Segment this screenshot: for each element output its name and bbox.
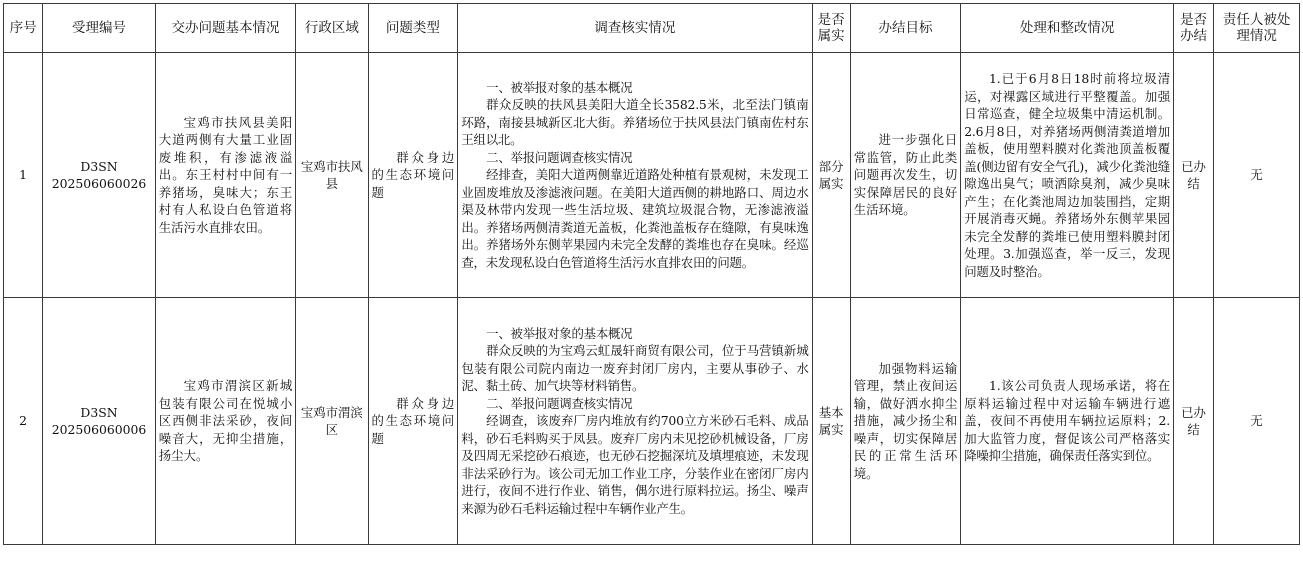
header-type: 问题类型 — [368, 4, 458, 53]
cell-handling: 1.该公司负责人现场承诺，将在原料运输过程中对运输车辆进行遮盖，夜间不再使用车辆拉运原料；2.加大监管力度，督促该公司严格落实降噪抑尘措施，确保责任落实到位。 — [961, 298, 1174, 545]
header-handling: 处理和整改情况 — [961, 4, 1174, 53]
cell-verified: 基本属实 — [812, 298, 850, 545]
header-closed: 是否办结 — [1173, 4, 1213, 53]
header-row — [4, 4, 1300, 53]
investigation-para-1: 群众反映的扶风县美阳大道全长3582.5米，北至法门镇南环路，南接县城新区北大街。养猪场位于扶风县法门镇南佐村东王组以北。 — [461, 97, 809, 148]
cell-seq: 2 — [4, 298, 43, 545]
header-goal: 办结目标 — [850, 4, 960, 53]
case-no-number: 202506060026 — [51, 176, 147, 191]
header-investigation: 调查核实情况 — [458, 4, 812, 53]
investigation-heading-1: 一、被举报对象的基本概况 — [486, 325, 633, 341]
cell-goal: 进一步强化日常监管，防止此类问题再次发生，切实保障居民的良好生活环境。 — [850, 53, 960, 298]
cell-investigation — [458, 298, 812, 545]
cell-case-no — [43, 298, 156, 545]
investigation-para-2: 经调查，该废弃厂房内堆放有约700立方米砂石毛料、成品料，砂石毛料购买于凤县。废弃厂房内未见挖砂机械设备，厂房及四周无采挖砂石痕迹，也无砂石挖掘深坑及填埋痕迹，未发现非法采砂行为。该公司无加工作业工序，分装作业在密闭厂房内进行，夜间不进行作业、销售，偶尔进行原料拉运。扬尘、噪声来源为砂石毛料运输过程中车辆作业产生。 — [461, 413, 809, 516]
cell-type: 群众身边的生态环境问题 — [368, 298, 458, 545]
header-region: 行政区域 — [296, 4, 368, 53]
cell-region: 宝鸡市渭滨区 — [296, 298, 368, 545]
cell-type: 群众身边的生态环境问题 — [368, 53, 458, 298]
cell-basic-info: 宝鸡市扶风县美阳大道两侧有大量工业固废堆积，有渗滤液溢出。东王村村中间有一养猪场，臭味大；东王村有人私设白色管道将生活污水直排农田。 — [155, 53, 295, 298]
cell-investigation — [458, 53, 812, 298]
cell-closed: 已办结 — [1173, 53, 1213, 298]
cell-handling: 1.已于6月8日18时前将垃圾清运，对裸露区域进行平整覆盖。加强日常巡查，健全垃圾集中清运机制。2.6月8日，对养猪场两侧清粪道增加盖板，使用塑料膜对化粪池顶盖板覆盖(侧边留有安全气孔)，减少化粪池缝隙逸出臭气；喷洒除臭剂，减少臭味产生；在化粪池周边加装围挡，定期开展消毒灭蝇。养猪场外东侧苹果园未完全发酵的粪堆已使用塑料膜封闭处理。3.加强巡查，举一反三，发现问题及时整治。 — [961, 53, 1174, 298]
header-accountability: 责任人被处理情况 — [1214, 4, 1300, 53]
investigation-para-2: 经排查，美阳大道两侧靠近道路处种植有景观树，未发现工业固废堆放及渗滤液问题。在美阳大道西侧的耕地路口、周边水渠及林带内发现一些生活垃圾、建筑垃圾混合物，无渗滤液溢出。养猪场两侧清粪道无盖板，化粪池盖板存在缝隙，有臭味逸出。养猪场外东侧苹果园内未完全发酵的粪堆也存在臭味。经巡查，未发现私设白色管道将生活污水直排农田的问题。 — [461, 167, 809, 270]
investigation-heading-1: 一、被举报对象的基本概况 — [486, 79, 633, 95]
cell-seq: 1 — [4, 53, 43, 298]
header-verified: 是否属实 — [812, 4, 850, 53]
cell-basic-info: 宝鸡市渭滨区新城包装有限公司在悦城小区西侧非法采砂，夜间噪音大，无抑尘措施，扬尘大。 — [155, 298, 295, 545]
cell-region: 宝鸡市扶风县 — [296, 53, 368, 298]
cell-closed: 已办结 — [1173, 298, 1213, 545]
table-row — [4, 298, 1300, 545]
cell-verified: 部分属实 — [812, 53, 850, 298]
cell-goal: 加强物料运输管理，禁止夜间运输，做好洒水抑尘措施，减少扬尘和噪声，切实保障居民的正常生活环境。 — [850, 298, 960, 545]
cell-case-no — [43, 53, 156, 298]
investigation-heading-2: 二、举报问题调查核实情况 — [486, 395, 633, 411]
header-basic-info: 交办问题基本情况 — [155, 4, 295, 53]
table-row — [4, 53, 1300, 298]
case-no-prefix: D3SN — [80, 158, 118, 174]
cell-accountability: 无 — [1214, 53, 1300, 298]
header-case-no: 受理编号 — [43, 4, 156, 53]
cell-accountability: 无 — [1214, 298, 1300, 545]
investigation-para-1: 群众反映的为宝鸡云虹晟轩商贸有限公司，位于马营镇新城包装有限公司院内南边一废弃封闭厂房内，主要从事砂子、水泥、黏土砖、加气块等材料销售。 — [461, 343, 809, 394]
case-no-number: 202506060006 — [51, 422, 147, 437]
investigation-heading-2: 二、举报问题调查核实情况 — [486, 149, 633, 165]
case-no-prefix: D3SN — [80, 404, 118, 420]
header-seq: 序号 — [4, 4, 43, 53]
case-table — [3, 3, 1300, 545]
